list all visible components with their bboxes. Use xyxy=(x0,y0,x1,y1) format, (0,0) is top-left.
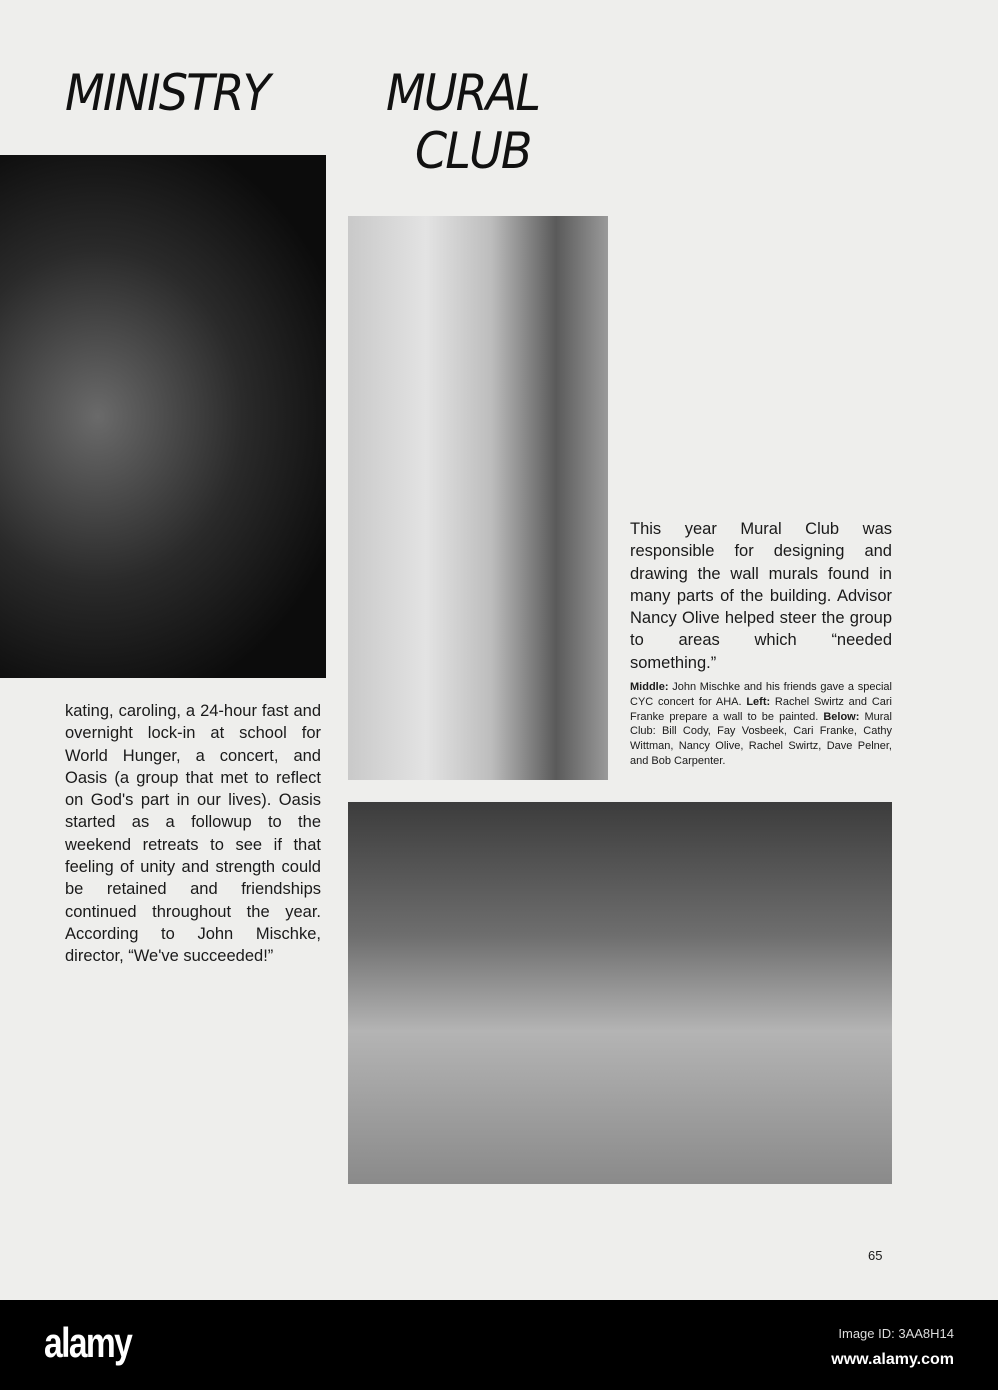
photo-concert xyxy=(0,155,326,678)
alamy-logo: alamy xyxy=(44,1319,132,1366)
footer-url: www.alamy.com xyxy=(831,1351,954,1368)
mural-club-body-text: This year Mural Club was responsible for designing and drawing the wall murals found in many parts of the building. Advisor Nancy Olive helped steer the group to areas which “needed something.” xyxy=(630,520,892,672)
photo-mural-club-group xyxy=(348,802,892,1184)
caption-text: Mural Club: Bill Cody, Fay Vosbeek, Cari Franke, Cathy Wittman, Nancy Olive, Rachel Swirtz, Dave Pelner, and Bob Carpenter. xyxy=(630,710,892,768)
page-number: 65 xyxy=(868,1248,883,1263)
watermark-footer xyxy=(0,1300,998,1390)
caption-label: Left: xyxy=(746,695,771,708)
caption-label: Middle: xyxy=(630,681,669,694)
heading-club: CLUB xyxy=(415,122,531,180)
heading-ministry: MINISTRY xyxy=(65,64,269,122)
mural-club-text-block xyxy=(630,518,892,769)
photo-painting-wall xyxy=(348,216,608,780)
ministry-body-text: kating, caroling, a 24-hour fast and overnight lock-in at school for World Hunger, a concert, and Oasis (a group that met to reflect on God's part in our lives). Oasis started as a followup to the weekend retreats to see if that feeling of unity and strength could be retained and friendships continued throughout the year. According to John Mischke, director, “We've succeeded!” xyxy=(65,702,321,966)
caption-text: John Mischke and his friends gave a special CYC concert for AHA. xyxy=(630,681,892,708)
image-id: Image ID: 3AA8H14 xyxy=(838,1326,954,1341)
caption-text: Rachel Swirtz and Cari Franke prepare a wall to be painted. xyxy=(630,695,892,723)
photo-caption xyxy=(630,680,892,769)
heading-mural: MURAL xyxy=(386,64,540,122)
caption-label: Below: xyxy=(823,710,860,723)
